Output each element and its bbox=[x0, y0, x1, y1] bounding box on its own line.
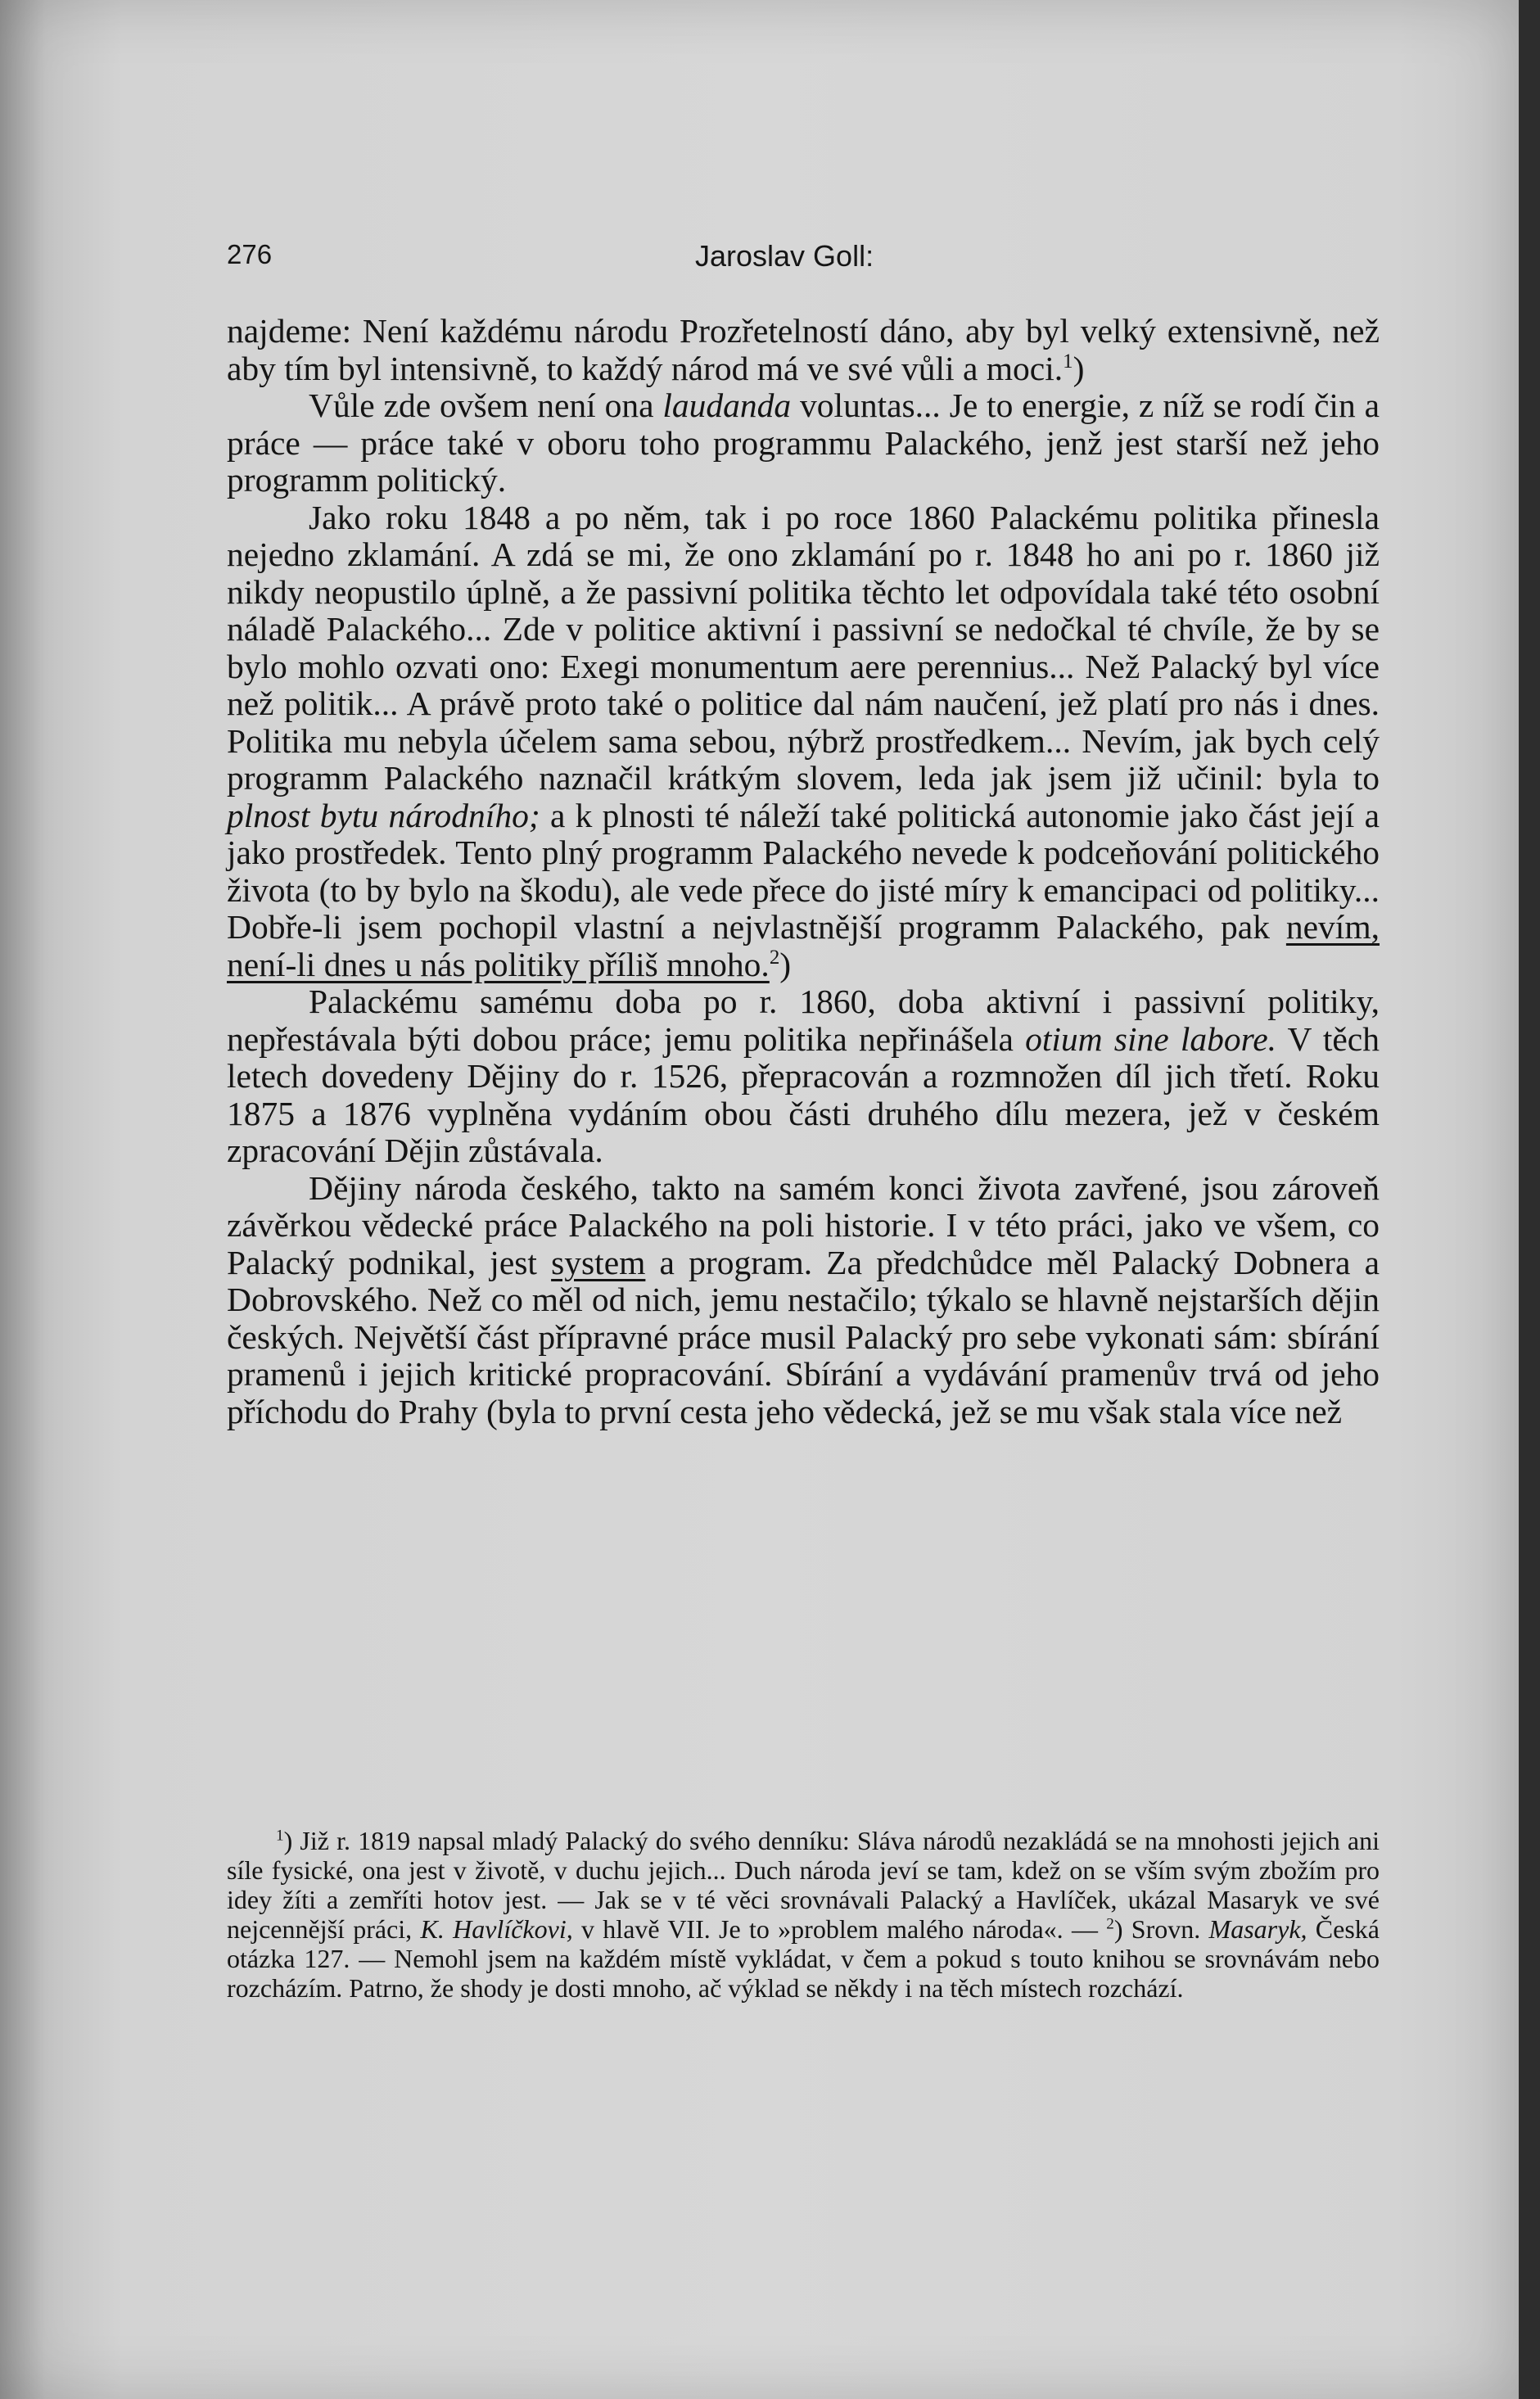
footnote bbox=[227, 1826, 1380, 2003]
footnote-marker: 1 bbox=[276, 1827, 284, 1845]
footnote-marker: 2 bbox=[769, 946, 780, 969]
paragraph bbox=[227, 387, 1380, 499]
text-run: V těch letech dovedeny Dějiny do r. 1526, přepracován a rozmnožen díl jich třetí. Roku 1875 a 1876 vyplněna vydáním obou části druhého dílu mezera, jež v českém zpracování Dějin zůstávala. bbox=[227, 1019, 1380, 1169]
text-run: ) bbox=[1073, 349, 1085, 387]
paragraph bbox=[227, 313, 1380, 387]
text-run: Vůle zde ovšem není ona bbox=[309, 386, 663, 424]
underlined-text: system bbox=[551, 1243, 646, 1281]
footnotes bbox=[227, 1826, 1380, 2003]
text-run: ) bbox=[779, 945, 792, 983]
text-run: Dějiny národa českého, takto na samém konci života zavřené, jsou zároveň závěrkou vědecké práce Palackého na poli historie. I v této práci, jako ve všem, co Palacký podnikal, jest bbox=[227, 1168, 1380, 1281]
page-edge-shadow bbox=[1519, 0, 1540, 2399]
underlined-text: nevím, není-li dnes u nás politiky příliš mnoho. bbox=[227, 908, 1380, 983]
text-run: ) Srovn. bbox=[1113, 1914, 1209, 1944]
text-run: voluntas... Je to energie, z níž se rodí čin a práce — práce také v oboru toho programmu Palackého, jenž jest starší než jeho programm politický. bbox=[227, 386, 1380, 499]
italic-text: laudanda bbox=[662, 386, 792, 424]
running-title: Jaroslav Goll: bbox=[695, 239, 874, 273]
footnote-marker: 1 bbox=[1063, 350, 1073, 373]
paragraph bbox=[227, 983, 1380, 1170]
paragraph bbox=[227, 499, 1380, 984]
text-run: a program. Za předchůdce měl Palacký Dobnera a Dobrovského. Než co měl od nich, jemu nestačilo; týkalo se hlavně nejstarších dějin českých. Největší část přípravné práce musil Palacký pro sebe vykonati sám: sbírání pramenů i jejich kritické propracování. Sbírání a vydávání pramenův trvá od jeho příchodu do Prahy (byla to první cesta jeho vědecká, jež se mu však stala více než bbox=[227, 1243, 1380, 1430]
page-number: 276 bbox=[227, 239, 273, 269]
text-run: Jako roku 1848 a po něm, tak i po roce 1860 Palackému politika přinesla nejedno zklamání. A zdá se mi, že ono zklamání po r. 1848 ho ani po r. 1860 již nikdy neopustilo úplně, a že passivní politika těchto let odpovídala také této osobní náladě Palackého... Zde v politice aktivní i passivní se nedočkal té chvíle, že by se bylo mohlo ozvati ono: Exegi monumentum aere perennius... Než Palacký byl více než politik... A právě proto také o politice dal nám naučení, jež platí pro nás i dnes. Politika mu nebyla účelem sama sebou, nýbrž prostředkem... Nevím, jak bych celý programm Palackého naznačil krátkým slovem, leda jak jsem již učinil: byla to bbox=[227, 498, 1380, 797]
page-header bbox=[227, 239, 1389, 280]
text-run: v hlavě VII. Je to »problem malého národa«. — bbox=[572, 1914, 1107, 1944]
text-run: Palackému samému doba po r. 1860, doba aktivní i passivní politiky, nepřestávala býti dobou práce; jemu politika nepřinášela bbox=[227, 983, 1380, 1058]
text-run: najdeme: Není každému národu Prozřetelností dáno, aby byl velký extensivně, než aby tím byl intensivně, to každý národ má ve své vůli a moci. bbox=[227, 312, 1380, 387]
italic-text: plnost bytu národního; bbox=[227, 796, 540, 834]
text-run: ) Již r. 1819 napsal mladý Palacký do svého denníku: Sláva národů nezakládá se na mnohosti jejich ani síle fysické, ona jest v životě, v duchu jejich... Duch národa jeví se tam, kdež on se vším svým zbožím pro idey žíti a zemříti hotov jest. — Jak se v té věci srovnávali Palacký a Havlíček, ukázal Masaryk ve své nejcennější práci, bbox=[227, 1826, 1380, 1944]
italic-text: Masaryk, bbox=[1208, 1914, 1307, 1944]
text-run: Česká otázka 127. — Nemohl jsem na každém místě vykládat, v čem a pokud s touto knihou se srovnávám nebo rozcházím. Patrno, že shody je dosti mnoho, ač výklad se někdy i na těch místech rozchází. bbox=[227, 1914, 1380, 2003]
italic-text: otium sine labore. bbox=[1025, 1019, 1277, 1058]
text-run: a k plnosti té náleží také politická autonomie jako část její a jako prostředek. Tento plný programm Palackého nevede k podceňování politického života (to by bylo na škodu), ale vede přece do jisté míry k emancipaci od politiky... Dobře-li jsem pochopil vlastní a nejvlastnější programm Palackého, pak bbox=[227, 796, 1380, 946]
paragraph bbox=[227, 1170, 1380, 1431]
footnote-marker: 2 bbox=[1106, 1915, 1114, 1933]
italic-text: K. Havlíčkovi, bbox=[420, 1914, 573, 1944]
main-text bbox=[227, 313, 1380, 1430]
